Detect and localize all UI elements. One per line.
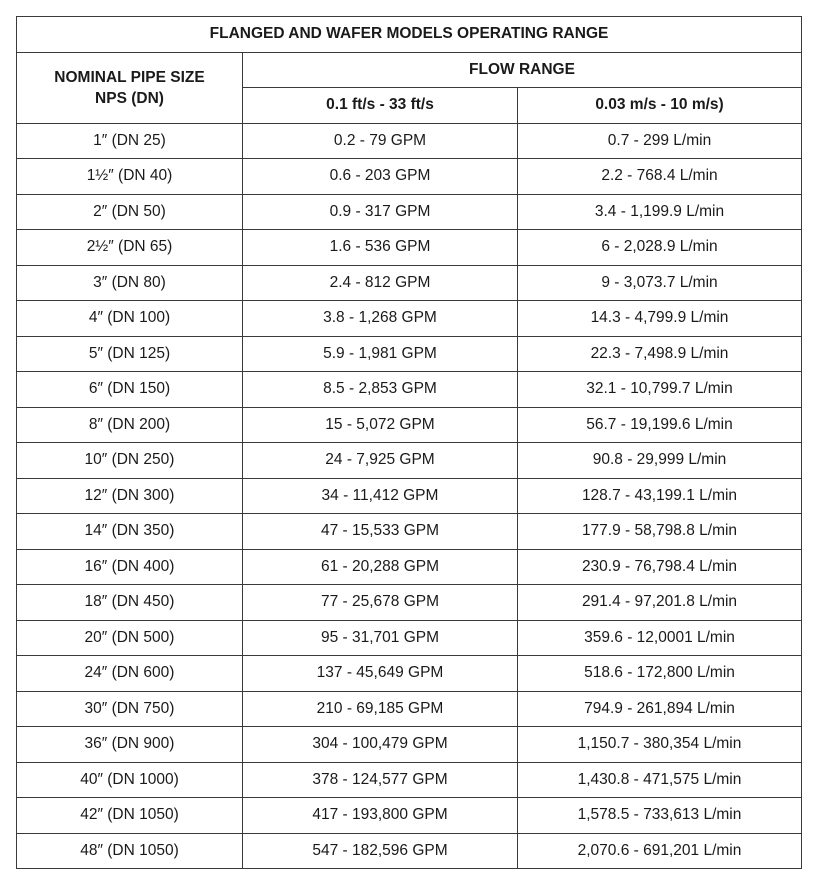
gpm-range-cell: 304 - 100,479 GPM <box>243 727 518 763</box>
pipe-size-cell: 14″ (DN 350) <box>17 514 243 550</box>
nps-header-line2: NPS (DN) <box>95 89 164 107</box>
gpm-range-cell: 5.9 - 1,981 GPM <box>243 336 518 372</box>
gpm-range-cell: 47 - 15,533 GPM <box>243 514 518 550</box>
gpm-range-cell: 8.5 - 2,853 GPM <box>243 372 518 408</box>
pipe-size-cell: 30″ (DN 750) <box>17 691 243 727</box>
lpm-range-cell: 1,150.7 - 380,354 L/min <box>518 727 802 763</box>
pipe-size-cell: 16″ (DN 400) <box>17 549 243 585</box>
table-title-row <box>17 17 802 53</box>
lpm-range-cell: 794.9 - 261,894 L/min <box>518 691 802 727</box>
pipe-size-cell: 48″ (DN 1050) <box>17 833 243 869</box>
gpm-range-cell: 210 - 69,185 GPM <box>243 691 518 727</box>
pipe-size-cell: 8″ (DN 200) <box>17 407 243 443</box>
gpm-range-cell: 2.4 - 812 GPM <box>243 265 518 301</box>
gpm-range-cell: 137 - 45,649 GPM <box>243 656 518 692</box>
imperial-subheader: 0.1 ft/s - 33 ft/s <box>243 88 518 124</box>
table-row <box>17 585 802 621</box>
table-row <box>17 265 802 301</box>
gpm-range-cell: 95 - 31,701 GPM <box>243 620 518 656</box>
lpm-range-cell: 3.4 - 1,199.9 L/min <box>518 194 802 230</box>
lpm-range-cell: 128.7 - 43,199.1 L/min <box>518 478 802 514</box>
table-title: FLANGED AND WAFER MODELS OPERATING RANGE <box>17 17 802 53</box>
table-row <box>17 514 802 550</box>
table-row <box>17 762 802 798</box>
pipe-size-cell: 1″ (DN 25) <box>17 123 243 159</box>
gpm-range-cell: 61 - 20,288 GPM <box>243 549 518 585</box>
lpm-range-cell: 9 - 3,073.7 L/min <box>518 265 802 301</box>
pipe-size-cell: 2½″ (DN 65) <box>17 230 243 266</box>
gpm-range-cell: 378 - 124,577 GPM <box>243 762 518 798</box>
lpm-range-cell: 90.8 - 29,999 L/min <box>518 443 802 479</box>
lpm-range-cell: 518.6 - 172,800 L/min <box>518 656 802 692</box>
gpm-range-cell: 0.9 - 317 GPM <box>243 194 518 230</box>
metric-subheader: 0.03 m/s - 10 m/s) <box>518 88 802 124</box>
table-row <box>17 691 802 727</box>
header-row <box>17 52 802 88</box>
table-row <box>17 833 802 869</box>
lpm-range-cell: 230.9 - 76,798.4 L/min <box>518 549 802 585</box>
pipe-size-cell: 36″ (DN 900) <box>17 727 243 763</box>
lpm-range-cell: 1,430.8 - 471,575 L/min <box>518 762 802 798</box>
pipe-size-cell: 1½″ (DN 40) <box>17 159 243 195</box>
pipe-size-cell: 18″ (DN 450) <box>17 585 243 621</box>
nps-column-header <box>17 52 243 123</box>
gpm-range-cell: 417 - 193,800 GPM <box>243 798 518 834</box>
operating-range-table <box>16 16 802 869</box>
pipe-size-cell: 6″ (DN 150) <box>17 372 243 408</box>
lpm-range-cell: 32.1 - 10,799.7 L/min <box>518 372 802 408</box>
pipe-size-cell: 24″ (DN 600) <box>17 656 243 692</box>
gpm-range-cell: 0.6 - 203 GPM <box>243 159 518 195</box>
lpm-range-cell: 6 - 2,028.9 L/min <box>518 230 802 266</box>
table-row <box>17 194 802 230</box>
pipe-size-cell: 42″ (DN 1050) <box>17 798 243 834</box>
table-row <box>17 407 802 443</box>
lpm-range-cell: 2,070.6 - 691,201 L/min <box>518 833 802 869</box>
lpm-range-cell: 56.7 - 19,199.6 L/min <box>518 407 802 443</box>
pipe-size-cell: 5″ (DN 125) <box>17 336 243 372</box>
pipe-size-cell: 3″ (DN 80) <box>17 265 243 301</box>
flow-range-header: FLOW RANGE <box>243 52 802 88</box>
table-row <box>17 301 802 337</box>
lpm-range-cell: 0.7 - 299 L/min <box>518 123 802 159</box>
pipe-size-cell: 4″ (DN 100) <box>17 301 243 337</box>
table-row <box>17 656 802 692</box>
nps-header-line1: NOMINAL PIPE SIZE <box>54 68 205 86</box>
pipe-size-cell: 40″ (DN 1000) <box>17 762 243 798</box>
table-row <box>17 336 802 372</box>
table-row <box>17 727 802 763</box>
table-row <box>17 620 802 656</box>
gpm-range-cell: 15 - 5,072 GPM <box>243 407 518 443</box>
lpm-range-cell: 177.9 - 58,798.8 L/min <box>518 514 802 550</box>
lpm-range-cell: 14.3 - 4,799.9 L/min <box>518 301 802 337</box>
pipe-size-cell: 12″ (DN 300) <box>17 478 243 514</box>
table-row <box>17 443 802 479</box>
gpm-range-cell: 1.6 - 536 GPM <box>243 230 518 266</box>
gpm-range-cell: 77 - 25,678 GPM <box>243 585 518 621</box>
gpm-range-cell: 547 - 182,596 GPM <box>243 833 518 869</box>
table-body <box>17 123 802 869</box>
lpm-range-cell: 1,578.5 - 733,613 L/min <box>518 798 802 834</box>
table-row <box>17 123 802 159</box>
gpm-range-cell: 3.8 - 1,268 GPM <box>243 301 518 337</box>
table-row <box>17 159 802 195</box>
gpm-range-cell: 24 - 7,925 GPM <box>243 443 518 479</box>
table-row <box>17 798 802 834</box>
lpm-range-cell: 2.2 - 768.4 L/min <box>518 159 802 195</box>
gpm-range-cell: 34 - 11,412 GPM <box>243 478 518 514</box>
lpm-range-cell: 359.6 - 12,0001 L/min <box>518 620 802 656</box>
pipe-size-cell: 20″ (DN 500) <box>17 620 243 656</box>
table-row <box>17 230 802 266</box>
table-row <box>17 372 802 408</box>
table-row <box>17 549 802 585</box>
pipe-size-cell: 2″ (DN 50) <box>17 194 243 230</box>
table-row <box>17 478 802 514</box>
pipe-size-cell: 10″ (DN 250) <box>17 443 243 479</box>
lpm-range-cell: 291.4 - 97,201.8 L/min <box>518 585 802 621</box>
gpm-range-cell: 0.2 - 79 GPM <box>243 123 518 159</box>
lpm-range-cell: 22.3 - 7,498.9 L/min <box>518 336 802 372</box>
